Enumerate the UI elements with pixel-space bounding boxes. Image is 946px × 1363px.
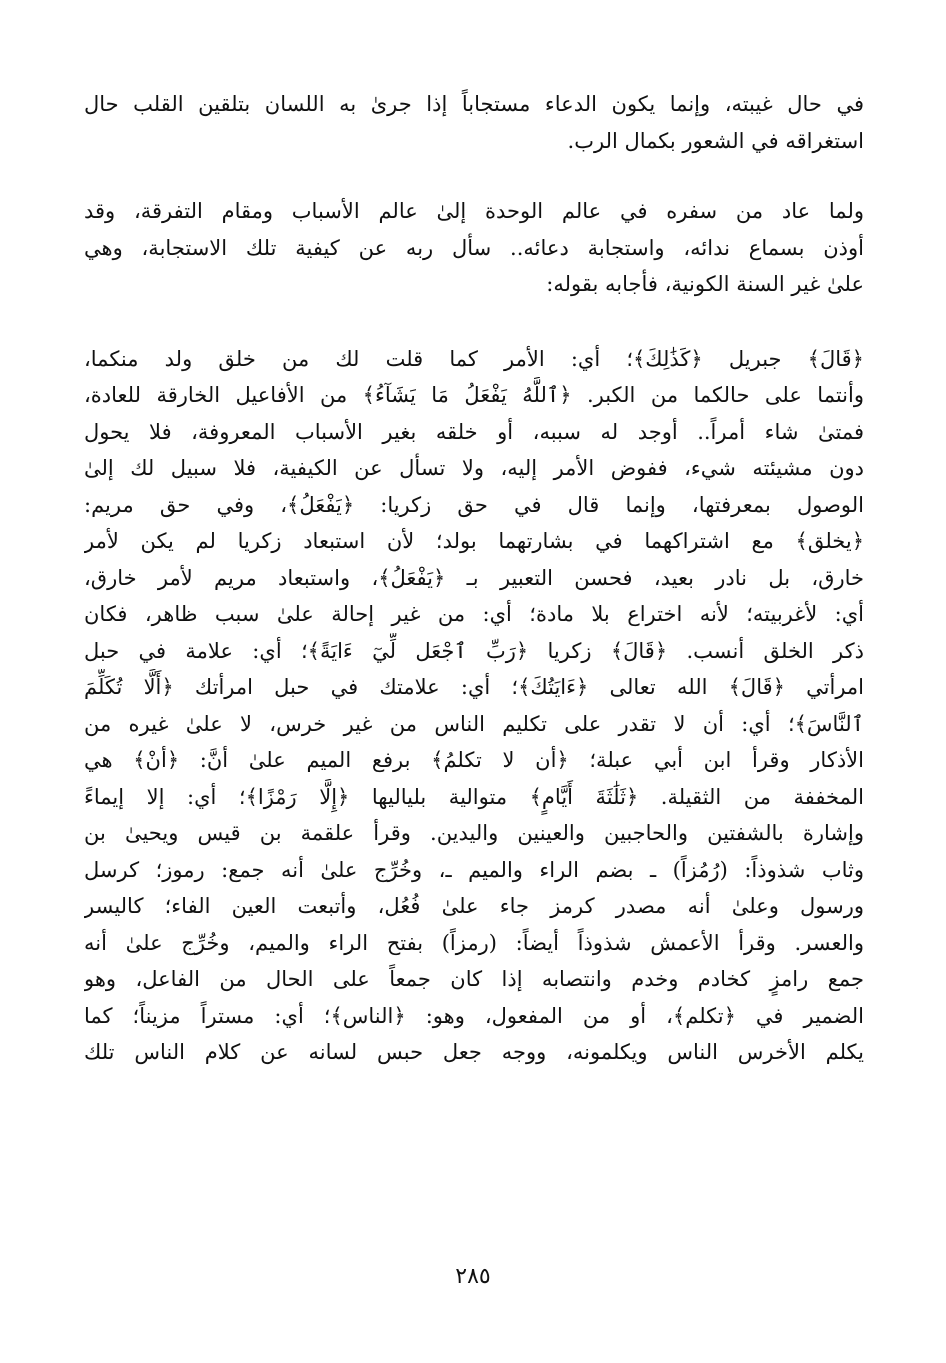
text-line: وإشارة بالشفتين والحاجبين والعينين واليدين. وقرأ علقمة بن قيس ويحيىٰ بن	[84, 821, 864, 845]
text-line: علىٰ غير السنة الكونية، فأجابه بقوله:	[546, 272, 864, 296]
text-line: في حال غيبته، وإنما يكون الدعاء مستجاباً إذا جرىٰ به اللسان بتلقين القلب حال	[84, 92, 864, 116]
text-line: أوذن بسماع ندائه، واستجابة دعائه.. سأل ربه عن كيفية تلك الاستجابة، وهي	[84, 235, 864, 260]
paragraph-3	[84, 341, 864, 1071]
text-line: ٱلنَّاسَ﴾؛ أي: أن لا تقدر على تكليم الناس من غير خرس، لا علىٰ غيره من	[84, 711, 864, 736]
text-line: ﴿يخلق﴾ مع اشتراكهما في بشارتهما بولد؛ لأن استبعاد زكريا لم يكن لأمر	[84, 529, 864, 553]
paragraph-2	[84, 193, 864, 303]
paragraph-gap	[84, 303, 864, 341]
text-line: المخففة من الثقيلة. ﴿ثَلَٰثَةَ أَيَّامٍ﴾ متوالية بلياليها ﴿إِلَّا رَمْزًا﴾؛ أي: إلا إيماءً	[84, 784, 864, 809]
text-line: ورسول وعلىٰ أنه مصدر كرمز جاء علىٰ فُعُل، وأتبعت العين الفاء؛ كاليسر	[84, 894, 864, 918]
page-body	[84, 86, 864, 1071]
text-line: يكلم الأخرس الناس ويكلمونه، ووجه جعل حبس لسانه عن كلام الناس تلك	[84, 1040, 864, 1064]
page-number: ٢٨٥	[455, 1264, 491, 1289]
text-line: أي: لأغربيته؛ لأنه اختراع بلا مادة؛ أي: من غير إحالة علىٰ سبب ظاهر، فكان	[84, 602, 864, 626]
paragraph-1	[84, 86, 864, 159]
text-line: دون مشيئته شيء، ففوض الأمر إليه، ولا تسأل عن الكيفية، فلا سبيل لك إلىٰ	[84, 456, 864, 480]
text-line: فمتىٰ شاء أمراً.. أوجد له سببه، أو خلقه بغير الأسباب المعروفة، فلا يحول	[84, 419, 864, 444]
text-line: ولما عاد من سفره في عالم الوحدة إلىٰ عالم الأسباب ومقام التفرقة، وقد	[84, 199, 864, 223]
text-line: جمع رامزٍ كخادم وخدم وانتصابه إذا كان جمعاً على الحال من الفاعل، وهو	[84, 967, 864, 991]
paragraph-gap	[84, 159, 864, 193]
text-line: والعسر. وقرأ الأعمش شذوذاً أيضاً: (رمزاً) بفتح الراء والميم، وخُرِّج علىٰ أنه	[84, 930, 864, 955]
text-line: ذكر الخلق أنسب. ﴿قَالَ﴾ زكريا ﴿رَبِّ ٱجْعَل لِّيٓ ءَايَةً﴾؛ أي: علامة في حبل	[84, 638, 864, 663]
text-line: الضمير في ﴿تكلم﴾، أو من المفعول، وهو: ﴿الناس﴾؛ أي: مستراً مزيناً؛ كما	[84, 1003, 864, 1028]
text-line: امرأتي ﴿قَالَ﴾ الله تعالى ﴿ءَايَتُكَ﴾؛ أي: علامتك في حبل امرأتك ﴿أَلَّا تُكَلِّمَ	[84, 675, 864, 699]
text-line: وأنتما على حالكما من الكبر. ﴿ٱللَّهُ يَفْعَلُ مَا يَشَآءُ﴾ من الأفاعيل الخارقة للعادة،	[84, 383, 864, 407]
text-line: ﴿قَالَ﴾ جبريل ﴿كَذَٰلِكَ﴾؛ أي: الأمر كما قلت لك من خلق ولد منكما،	[84, 346, 864, 371]
text-line: استغراقه في الشعور بكمال الرب.	[567, 128, 864, 153]
text-line: خارق، بل نادر بعيد، فحسن التعبير بـ ﴿يَفْعَلُ﴾، واستبعاد مريم لأمر خارق،	[84, 565, 864, 590]
text-line: وثاب شذوذاً: (رُمُزاً) ـ بضم الراء والميم ـ، وخُرِّج علىٰ أنه جمع: رموز؛ كرسل	[84, 857, 864, 882]
text-line: الأذكار وقرأ ابن أبي عبلة؛ ﴿أن لا تكلمُ﴾ برفع الميم علىٰ أنَّ: ﴿أنْ﴾ هي	[84, 748, 864, 772]
text-line: الوصول بمعرفتها، وإنما قال في حق زكريا: ﴿يَفْعَلُ﴾، وفي حق مريم:	[84, 492, 864, 517]
